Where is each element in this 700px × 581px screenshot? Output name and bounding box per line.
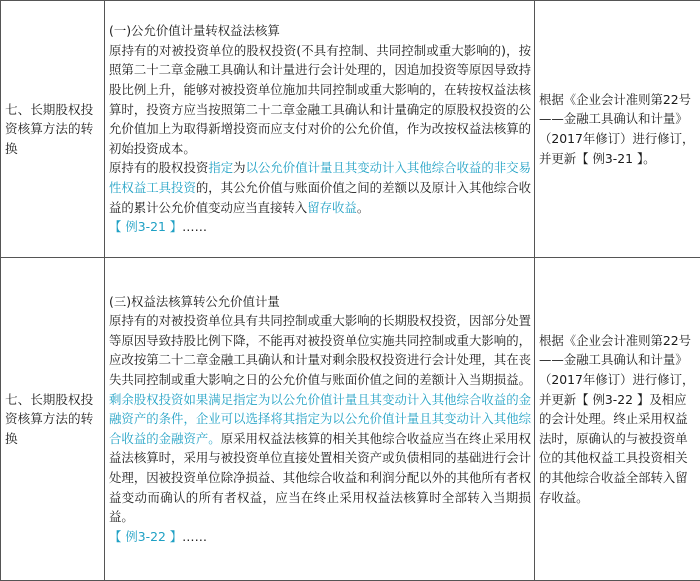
paragraph	[109, 158, 531, 217]
example-link[interactable]: 【 例3-21 】	[109, 219, 182, 234]
paragraph-text: 。	[357, 200, 369, 215]
example-ref	[109, 527, 531, 547]
paragraph-text: 原持有的对被投资单位具有共同控制或重大影响的长期股权投资，因部分处置等原因导致持股比例下降，不能再对被投资单位实施共同控制或重大影响的，应改按第二十二章金融工具确认和计量对剩余股权投资进行会计处理，其在丧失共同控制或重大影响之日的公允价值与账面价值之间的差额计入当期损益。	[109, 313, 531, 387]
content-cell	[105, 258, 535, 581]
highlight-text: 指定	[208, 160, 233, 175]
note-text: 根据《企业会计准则第22号——金融工具确认和计量》（2017年修订）进行修订，并更新【 例3-22 】及相应的会计处理。终止采用权益法时，原确认的与被投资单位的其他权益工具投资相关的其他综合收益全部转入留存收益。	[539, 333, 694, 505]
table-row	[1, 258, 700, 581]
highlight-text: 以公允价值计量且其变动计入其他综合收益的非交易性权益工具投资	[109, 160, 531, 195]
example-link[interactable]: 【 例3-22 】	[109, 529, 182, 544]
note-cell	[535, 1, 700, 258]
paragraph-text: 为	[233, 160, 245, 175]
category-cell	[1, 1, 105, 258]
note-cell	[535, 258, 700, 581]
note-text: 根据《企业会计准则第22号——金融工具确认和计量》（2017年修订）进行修订，并更新【 例3-21 】。	[539, 92, 694, 166]
paragraph	[109, 311, 531, 527]
paragraph-text: 原采用权益法核算的相关其他综合收益应当在终止采用权益法核算时，采用与被投资单位直接处置相关资产或负债相同的基础进行会计处理，因被投资单位除净损益、其他综合收益和利润分配以外的其他所有者权益变动而确认的所有者权益，应当在终止采用权益法核算时全部转入当期损益。	[109, 431, 531, 524]
ellipsis-text: ……	[182, 529, 207, 544]
highlight-text: 留存收益	[307, 200, 357, 215]
table-row	[1, 1, 700, 258]
category-text: 七、长期股权投资核算方法的转换	[5, 102, 93, 156]
example-ref	[109, 217, 531, 237]
content-cell	[105, 1, 535, 258]
ellipsis-text: ……	[182, 219, 207, 234]
paragraph-text: 的，其公允价值与账面价值之间的差额以及原计入其他综合收益的累计公允价值变动应当直接转入	[109, 180, 531, 215]
paragraph-text: 原持有的股权投资	[109, 160, 208, 175]
section-subtitle: (三)权益法核算转公允价值计量	[109, 292, 531, 312]
highlight-text: 剩余股权投资如果满足指定为以公允价值计量且其变动计入其他综合收益的金融资产的条件，企业可以选择将其指定为以公允价值计量且其变动计入其他综合收益的金融资产。	[109, 392, 531, 446]
paragraph-text: 原持有的对被投资单位的股权投资(不具有控制、共同控制或重大影响的)，按照第二十二章金融工具确认和计量进行会计处理的，因追加投资等原因导致持股比例上升，能够对被投资单位施加共同控制或重大影响的，在转按权益法核算时，投资方应当按照第二十二章金融工具确认和计量确定的原股权投资的公允价值加上为取得新增投资而应支付对价的公允价值，作为改按权益法核算的初始投资成本。	[109, 43, 531, 156]
paragraph	[109, 41, 531, 159]
category-text: 七、长期股权投资核算方法的转换	[5, 392, 93, 446]
section-subtitle: (一)公允价值计量转权益法核算	[109, 21, 531, 41]
category-cell	[1, 258, 105, 581]
